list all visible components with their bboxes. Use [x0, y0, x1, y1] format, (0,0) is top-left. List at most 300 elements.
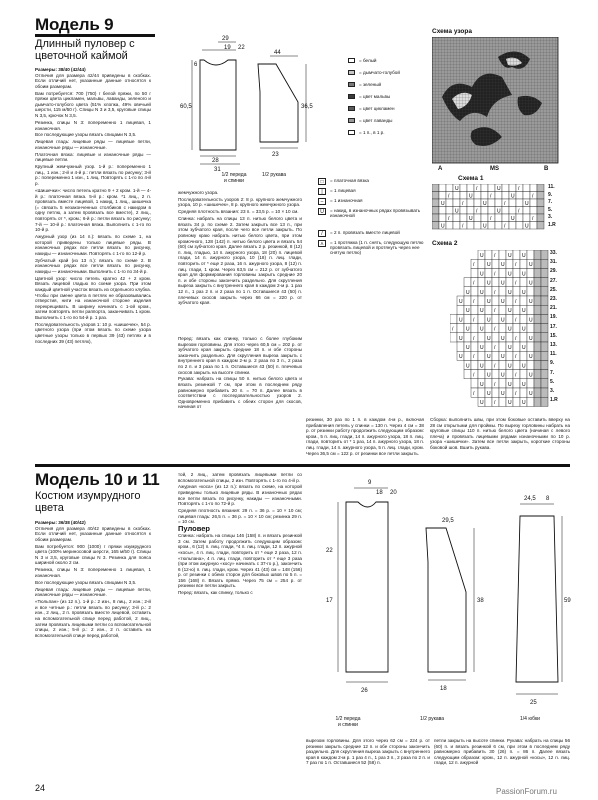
dim-28: 28 [212, 158, 219, 164]
col2-continued: жемчужного узора. [178, 190, 219, 195]
dim-19: 19 [224, 45, 231, 51]
schema1-cell [453, 192, 460, 200]
schema2-symbol: / [473, 372, 475, 379]
tooth-edge-text: Зубчатый край (из 13 п.): вязать по схеме 2. В изнаночных рядах все петли вязать по рисунку, накиды — изнаночными. Выполнить с 1-го по 34-й р. [35, 257, 151, 274]
m10-caption-front: 1/2 переда и спинки [335, 716, 361, 728]
schema1-symbol: / [504, 201, 506, 207]
color-legend-item [348, 94, 390, 99]
schema2-cell [506, 314, 513, 323]
schema2-symbol: / [494, 326, 496, 333]
schema1-cell [502, 184, 509, 192]
m10-dim-26: 26 [361, 688, 368, 694]
schema1-cell [537, 199, 544, 207]
schema2-symbol: U [529, 372, 533, 379]
symbol-swatch: | [318, 188, 326, 195]
schema2-cell [464, 278, 471, 287]
schema1-symbol: U [511, 193, 515, 200]
schema2-cell [541, 278, 548, 287]
schema2-cell [492, 388, 499, 397]
schema2-cell [471, 360, 478, 369]
schema1-cell [467, 207, 474, 215]
schema1-cell [432, 192, 439, 200]
schema2-cell [527, 379, 534, 388]
schema2-row-label: 3. [550, 388, 555, 394]
schema2-cell [520, 388, 527, 397]
schema1-cell [488, 184, 495, 192]
schema2-symbol: U [480, 400, 484, 407]
m10-front-text: Перед: вязать, как спинку, только с [178, 590, 253, 596]
m10-dim-8: 8 [546, 496, 550, 502]
schema2-cell [534, 268, 541, 277]
schema2-cell [541, 342, 548, 351]
schema2-symbol: / [515, 354, 517, 361]
symbol-swatch: / [318, 230, 326, 237]
schema2-cell [534, 296, 541, 305]
schema2-cell [492, 278, 499, 287]
schema1-cell [439, 214, 446, 222]
schema1-symbol: U [525, 223, 529, 230]
schema2-symbol: U [480, 381, 484, 388]
model10-column-4: петли закрыть на высоте спинки. Рукава: набрать на спицы 56 (60) п. и вязать резинкой 6 см, при этом в последнем ряду равномерно прибавить 30 (26) п. = 86 п. Далее вязать следующим образом: кром., 12 п. ажурной «косы», 12 п. лиц. глади, 12 п. ажурной [434, 738, 570, 766]
schema2-row-label: 7. [550, 369, 555, 376]
schema1-cell [453, 199, 460, 207]
schema2-symbol: U [522, 400, 526, 407]
color-legend-item [348, 58, 377, 63]
schema2-cell [506, 259, 513, 268]
schema2-cell [485, 397, 492, 406]
model9-column-2b [178, 336, 302, 456]
schema2-cell [534, 250, 541, 259]
schema2-cell [499, 342, 506, 351]
schema2-row-label: 27. [550, 277, 557, 284]
schema1-cell [509, 207, 516, 215]
schema1-cell [446, 207, 453, 215]
schema1-symbol: / [518, 208, 520, 215]
schema2-cell [492, 296, 499, 305]
schema2-symbol: / [494, 345, 496, 351]
schema2-cell [513, 397, 520, 406]
schema1-cell [460, 207, 467, 215]
schema1-cell [516, 192, 523, 200]
schema1-cell [453, 222, 460, 230]
schema2-symbol: U [466, 363, 470, 370]
schema2-symbol: U [501, 299, 505, 305]
schema2-symbol: / [515, 391, 517, 397]
schema2-symbol: U [508, 289, 512, 296]
schema1-row-label: 9. [548, 191, 553, 198]
schema2-symbol: U [529, 262, 533, 269]
schema1-cell [481, 184, 488, 192]
schema2-cell [527, 360, 534, 369]
schema2-symbol: / [494, 289, 496, 296]
schema2-cell [457, 342, 464, 351]
model10-column-3: вырезом горловины. Для этого через 62 см = 224 р. от резинки закрыть средние 12 п. и обе стороны закончить раздельно. Для скругления выреза закрыть с внутреннего края в каждом 2-м р. 1 раз 4 п., 1 раз 3 п., 2 раза по 2 п. и 7 раз по 1 п. Оставшиеся 52 (58) п. [306, 738, 430, 766]
schema1-row-label: 3. [548, 214, 553, 220]
schema1-cell [467, 222, 474, 230]
schema2-cell [478, 259, 485, 268]
schema2-cell [541, 351, 548, 360]
m10-dim-25: 25 [530, 700, 537, 706]
schema1-cell [537, 207, 544, 215]
schema2-row-label: 5. [550, 378, 555, 385]
color-swatch [348, 94, 355, 99]
m10-stockinette-text: Лицевая гладь: лицевые ряды — лицевые петли, изнаночные ряды — изнаночные. [35, 586, 151, 598]
schema2-symbol: / [515, 280, 517, 287]
schema2-symbol: / [473, 335, 475, 342]
schema1-cell [530, 207, 537, 215]
schema2-symbol: U [529, 317, 533, 324]
schema2-cell [499, 305, 506, 314]
color-swatch [348, 130, 355, 135]
schema1-cell [516, 214, 523, 222]
symbol-swatch: ⋏ [318, 240, 326, 247]
model9-caption-sleeve: 1/2 рукава [262, 172, 287, 178]
schema2-cell [464, 296, 471, 305]
schema2-cell [520, 333, 527, 342]
schema2-row-label: 21. [550, 305, 557, 312]
schema2-symbol: U [480, 363, 484, 370]
schema2-cell [527, 268, 534, 277]
schema2-symbol: U [501, 280, 505, 287]
section-divider [35, 464, 570, 467]
schema2-symbol: U [480, 308, 484, 315]
schema2-symbol: U [529, 354, 533, 361]
schema2-cell [534, 278, 541, 287]
schema2-row-label: 31. [550, 259, 557, 266]
symbol-legend-label: = 1 протяжка (1 п. снять, следующую петлю провязать лицевой и протянуть через нее снятую петлю) [330, 240, 424, 255]
symbol-legend-label: = 1 лицевая [330, 188, 356, 193]
schema1-symbol: U [525, 201, 529, 207]
schema2-cell [527, 250, 534, 259]
schema2-cell [499, 397, 506, 406]
schema1-cell [537, 214, 544, 222]
m10-kosa-text: Ажурная «коса» (из 12 п.): вязать по схеме, на которой приведены только лицевые ряды. В изнаночных рядах все петли вязать по рисунку, накиды — изнаночными. Повторять с 1-го по 72-й р. [178, 484, 302, 507]
schema2-symbol: U [487, 372, 491, 379]
m10-tulip-text: «Тюльпан» (из 12 п.). 1-й р.: 2 изн., 8 лиц., 2 изн.; 2-й и все четные р.: петли вязать по рисунку; 3-й р.: 2 изн., 2 лиц., 2 п. провязать вместе лицевой, оставить на вспомогательной спице перед работой, 2 лиц., затем провязать лицевыми петли со вспомогательной спицы, 2 изн.; 5-й р.: 2 изн., 2 п. оставить на вспомогательной спице перед работой, [35, 599, 151, 638]
schema2-cell [471, 287, 478, 296]
schema2-symbol: / [515, 299, 517, 305]
schema2-cell [499, 324, 506, 333]
schema2-symbol: / [473, 354, 475, 361]
schema2-symbol: U [508, 345, 512, 351]
color-swatch [348, 58, 355, 63]
schema2-cell [534, 342, 541, 351]
schema2-row-label: 1.R [550, 397, 558, 404]
schema2-cell [513, 324, 520, 333]
pattern-chart-title: Схема узора [432, 28, 472, 35]
schema1-cell [446, 184, 453, 192]
schema2-cell [499, 268, 506, 277]
color-legend-label: = зеленый [359, 82, 382, 87]
schema2-cell [534, 259, 541, 268]
schema2-cell [471, 324, 478, 333]
schema2-symbol: / [452, 326, 454, 333]
schema2-cell [485, 360, 492, 369]
model9-assembly: Сборка: выполнить швы, при этом боковые оставить вверху на 28 см открытыми для проймы. По вырезу горловины набрать на круговые спицы 110 п. нитью белого цвета (начиная с левого плеча) и провязать лицевыми рядами изнаночными по 10 р. узора «шишечки». Затем все петли закрыть, короткие стороны боковой шов. Вшить рукава. [430, 417, 570, 450]
symbol-legend-item [318, 178, 426, 185]
schema1-cell [495, 192, 502, 200]
schema2-symbol: U [466, 308, 470, 315]
dim-6: 6 [194, 62, 198, 68]
symbol-legend-item [318, 240, 426, 255]
schema2-cell [520, 296, 527, 305]
m10-caption-sleeve: 1/2 рукава [420, 716, 445, 722]
sequence2-text: Последовательность узоров 2: 8 р. крупного жемчужного узора, 10 р. «шишечек», 8 р. крупного жемчужного узора. [178, 196, 302, 208]
m10-dim-18b: 18 [440, 686, 447, 692]
symbol-legend-item [318, 230, 426, 237]
symbol-legend-item [318, 208, 426, 218]
schema2-cell [541, 333, 548, 342]
schema1-symbol: U [483, 223, 487, 230]
schema2-cell [485, 250, 492, 259]
schema1-symbol: / [448, 216, 450, 222]
stockinette-text: Лицевая гладь: лицевые ряды — лицевые петли, изнаночные ряды — изнаночные. [35, 139, 151, 150]
m10-materials-text: Вам потребуется: 900 (1000) г пряжи изумрудного цвета (100% мериносовой шерсти, 165 м/50 г). Спицы N 3 и 3,5, круговые спицы N 3. Резинка для пояса шириной около 2 см. [35, 543, 151, 566]
schema2-cell [457, 324, 464, 333]
dim-31: 31 [214, 167, 221, 172]
schema2-cell [520, 278, 527, 287]
schema2-row-label: 19. [550, 314, 557, 321]
schema2-row-label: 29. [550, 268, 557, 275]
schema2-symbol: / [494, 381, 496, 388]
schema2-symbol: / [473, 391, 475, 397]
schema2-cell [492, 259, 499, 268]
color-legend-label: = цвет лаванды [359, 118, 393, 123]
schema2-cell [492, 370, 499, 379]
color-swatch [348, 118, 355, 123]
schema2-symbol: U [522, 253, 526, 259]
schema2-cell [534, 305, 541, 314]
schema2-symbol: U [459, 299, 463, 305]
axis-b: B [544, 166, 549, 172]
color-swatch [348, 106, 355, 111]
color-pattern-text: Цветной узор: число петель кратно 42 + 2 кром. Вязать лицевой гладью по схеме узора. При этом каждый цветной участок вязать из отдельного клубка. Чтобы при смене цвета в петлях не образовывались отверстия, нити на изнаночной стороне изделия перекрещивать. В ширину начинать с 1-ой кром., затем повторять петли раппорта, заканчивать 1 кром. Выполнить с 1-го по 54-й р. 1 раз. [35, 275, 151, 320]
schema1-symbol: U [497, 186, 501, 192]
m10-col2-cont: той, 2 лиц., затем провязать лицевыми петли со вспомогательной спицы, 2 изн. Повторять с 1-го по 4-й р. [178, 472, 302, 483]
schema1-cell [516, 222, 523, 230]
schema1-cell [467, 199, 474, 207]
schema2-cell [534, 388, 541, 397]
schema2-symbol: U [522, 363, 526, 370]
schema2-cell [492, 351, 499, 360]
schema1-symbol: / [476, 208, 478, 215]
front-text: Перед: вязать как спинку, только с более глубоким вырезом горловины. Для этого через 60,5 см = 202 р. от зубчатого края закрыть средние 18 п. и обе стороны закончить раздельно. Для скругления выреза закрыть с внутреннего края в каждом 2-м р. 2 раза по 3 п., 2 раза по 2 п. и 3 раза по 1 п. Оставшиеся 43 (50) п. плечевых скосов закрыть на высоте спинки. [178, 336, 302, 375]
schema1-symbol: U [455, 186, 459, 192]
schema2-symbol: U [487, 317, 491, 324]
schema2-symbol: U [522, 271, 526, 278]
schema2-symbol: U [480, 253, 484, 259]
schema2-cell [450, 314, 457, 323]
symbol-legend-label: = 2 п. провязать вместе лицевой [330, 230, 400, 235]
schema2-cell [513, 250, 520, 259]
axis-a: A [438, 166, 443, 172]
schema2-cell [464, 351, 471, 360]
color-swatch [348, 70, 355, 75]
m10-dim-38: 38 [477, 598, 484, 604]
schema1-symbol: / [504, 223, 506, 230]
schema1-cell [502, 214, 509, 222]
schema1-cell [474, 222, 481, 230]
schema2-cell [485, 305, 492, 314]
schema2-symbol: U [501, 354, 505, 361]
color-legend-item [348, 82, 381, 87]
materials-text: Вам потребуется: 700 (750) г белой пряжи, по 50 г пряжи цвета цикламен, мальвы, лаванды, зеленого и дымчато-голубого цвета (51% хлопка, 49% овечьей шерсти, 115 м/50 г). Спицы N 3 и 3,5, круговые спицы N 3,5, крючок N 3,5. [35, 90, 151, 119]
schema2-cell [478, 278, 485, 287]
schema2-symbol: U [480, 289, 484, 296]
schema2-cell [513, 360, 520, 369]
m10-sizes-text: Размеры: 36/38 (40/42) [35, 520, 86, 525]
schema2-symbol: / [494, 400, 496, 407]
schema1-cell [502, 192, 509, 200]
schema2-row-label: 13. [550, 342, 557, 348]
schema2-symbol: U [487, 391, 491, 397]
schema2-symbol: / [494, 363, 496, 370]
schema1-title: Схема 1 [458, 175, 484, 182]
dim-23: 23 [272, 152, 279, 158]
model10-subtitle: Костюм изумрудного цвета [35, 490, 141, 514]
schema1-cell [495, 214, 502, 222]
model9-schematic [178, 32, 318, 172]
schema2-row-label: 11. [550, 351, 557, 358]
schema2-symbol: U [522, 326, 526, 333]
schema2-cell [527, 324, 534, 333]
symbol-swatch: □ [318, 178, 326, 185]
schema2-cell [534, 379, 541, 388]
schema1-cell [495, 199, 502, 207]
sizes-text: Размеры: 38/40 (42/44) [35, 67, 86, 72]
schema1-cell [537, 184, 544, 192]
schema1-cell [432, 199, 439, 207]
schema2-cell [492, 333, 499, 342]
schema2-symbol: / [473, 299, 475, 305]
model10-title: Модель 10 и 11 [35, 470, 160, 489]
schema1-row-label: 1.R [548, 221, 556, 228]
schema1-cell [509, 184, 516, 192]
m10-sizes-note: Отличия для размера 40/42 приведены в скобках. Если отличий нет, указанные данные относятся к обоим размерам. [35, 525, 151, 542]
schema2-row-label: 33. [550, 250, 557, 256]
schema2-symbol: / [473, 262, 475, 269]
model10-column-1 [35, 520, 151, 776]
schema1-cell [523, 214, 530, 222]
schema1-cell [530, 199, 537, 207]
density-text: Средняя плотность вязания: 23 п. = 33,5 р. = 10 × 10 см. [178, 209, 299, 215]
pearl-text: Крупный жемчужный узор. 1-й р.: попеременно 1 лиц., 1 изн.; 2-й и 4-й р.: петли вязать по рисунку; 3-й р.: попеременно 1 изн., 1 лиц. Повторять с 1-го по 4-й р. [35, 164, 151, 187]
schema2-cell [541, 296, 548, 305]
schema2-symbol: / [515, 372, 517, 379]
schema2-symbol: U [487, 335, 491, 342]
m10-dim-17: 17 [326, 598, 333, 604]
schema1-cell [439, 207, 446, 215]
schema2-symbol: / [494, 253, 496, 259]
schema2-symbol: / [515, 317, 517, 324]
schema1-cell [537, 192, 544, 200]
schema2-symbol: / [494, 308, 496, 315]
schema2-symbol: U [487, 262, 491, 269]
schema2-row-label: 25. [550, 286, 557, 293]
schema2-cell [527, 397, 534, 406]
schema2-symbol: U [508, 400, 512, 407]
schema2-cell [541, 250, 548, 259]
schema2-cell [534, 370, 541, 379]
schema1-symbol: U [483, 201, 487, 207]
schema2-cell [520, 314, 527, 323]
schema2-symbol: U [466, 289, 470, 296]
schema2-symbol: U [522, 345, 526, 351]
schema2-symbol: U [459, 317, 463, 324]
schema2-cell [471, 268, 478, 277]
schema1-cell [481, 214, 488, 222]
schema2-cell [464, 333, 471, 342]
schema1-cell [523, 192, 530, 200]
schema2-cell [499, 287, 506, 296]
schema2-cell [527, 287, 534, 296]
schema2-cell [534, 360, 541, 369]
schema2-title: Схема 2 [432, 240, 458, 247]
schema1-symbol: U [511, 216, 515, 222]
schema2-cell [485, 324, 492, 333]
schema1-cell [488, 222, 495, 230]
schema2-cell [478, 314, 485, 323]
schema2-symbol: U [466, 326, 470, 333]
schema2-symbol: U [487, 280, 491, 287]
schema2-symbol: / [473, 317, 475, 324]
schema2-symbol: U [522, 289, 526, 296]
schema2-cell [513, 287, 520, 296]
schema2-cell [478, 296, 485, 305]
schema2-cell [520, 259, 527, 268]
schema2-cell [492, 314, 499, 323]
schema2-cell [506, 296, 513, 305]
schema2-cell [541, 287, 548, 296]
schema1-cell [467, 184, 474, 192]
color-legend-label: = белый [359, 58, 377, 63]
m10-back-text: Спинка: набрать на спицы 146 (158) п. и вязать резинкой 3 см. Затем работу продолжить следующим образом: кром., 6 (12) п. лиц. глади, *4 п. лиц. глади, 12 п. ажурной «косы», 4 п. лиц. глади, повторить от * еще 2 раза, 12 п. «тюльпана», 4 п. лиц. глади, повторить от * еще 3 раза (при этом ажурную «косу» начинать с 37-го р.), закончить 6 (12-ю) п. лиц. глади, кром. Через 41 (43) см = 148 (156) р. от резинки с обеих сторон для боковых швов по 5 п. = 156 (168) п. Вязать прямо. Через 75 см = 254 р. от резинки все петли закрыть. [178, 533, 302, 589]
schema2-symbol: / [473, 280, 475, 287]
m10-dim-295: 29,5 [442, 518, 454, 524]
schema2-symbol: U [529, 299, 533, 305]
schema2-cell [541, 305, 548, 314]
schema1-cell [460, 184, 467, 192]
model9-column-3: резинки, 30 раз по 1 п. в каждом 4-м р., включая прибавления петель у спинки = 130 п. Через 4 см = 38 р. от резинки работу продолжить следующим образом: кром., 5 п. лиц. глади, 14 п. ажурного узора, 18 п. лиц. глади, повторить от * 1 раз, 14 п. ажурного узора, 18 п. лиц. глади, 14 п. ажурного узора, 5 п. лиц. глади, кром. Через 36,5 см = 122 р. от резинки все петли закрыть. [306, 417, 424, 456]
schema1-cell [432, 222, 439, 230]
schema1-symbol: U [441, 201, 445, 207]
schema1-symbol: / [462, 223, 464, 230]
schema2-cell [478, 333, 485, 342]
schema1-cell [453, 214, 460, 222]
schema2-cell [541, 379, 548, 388]
m10-dim-18: 18 [376, 490, 383, 496]
back-text: Спинка: набрать на спицы 13 п. нитью белого цвета и вязать 34 р. по схеме 2. Затем закрыть все 13 п., при этом зубчатого края, после чего все петли закрыть. По ровному краю набрать нитью белого цвета, при этом кромочного, 128 (142) п. нитью белого цвета и вязать 54 (60) см зубчатого края. Далее вязать 2 р. резинкой, 8 (12) п. лиц. гладью, 14 п. ажурного узора, 18 (20) п. лицевой глади, 14 п. ажурного узора, 10 (18) п. лиц. глади, повторить от * еще 2 раза, 16 п. ажурного узора, 8 (12) п. лиц. глади, 1 кром. Через 63,5 см = 212 р. от зубчатого края для формирования горловины закрыть средние 20 п. и обе стороны закончить раздельно. Для скругления выреза закрыть с внутреннего края в каждом 2-м р. 1 раз 12 п., 1 раз 2 п. и 2 раза по 1 п. Оставшиеся 43 (50) п. плечевых скосов закрыть через 66 см = 220 р. от зубчатого края. [178, 216, 302, 306]
schema2-cell [534, 314, 541, 323]
rib-text: Резинка, спицы N 3: попеременно 1 лицевая, 1 изнаночная. [35, 119, 151, 131]
color-legend-item [348, 106, 395, 111]
m10-dim-245: 24,5 [524, 496, 536, 502]
schema1-cell [523, 207, 530, 215]
schema1-symbol: / [532, 216, 534, 222]
m10-all-text: Все последующие узоры вязать спицами N 3,5. [35, 579, 137, 585]
schema1-symbol: / [476, 186, 478, 192]
schema2-row-label: 17. [550, 323, 557, 330]
schema2-symbol: U [487, 299, 491, 305]
schema2-cell [520, 351, 527, 360]
sizes-note: Отличия для размера 42/44 приведены в скобках. Если отличий нет, указанные данные относятся к обоим размерам. [35, 72, 151, 89]
dim-605: 60,5 [180, 104, 192, 110]
schema2-cell [534, 351, 541, 360]
schema1-symbol: / [518, 186, 520, 192]
model9-title-rule [35, 34, 155, 37]
color-legend-item [348, 118, 392, 123]
schema1-symbol: U [441, 223, 445, 230]
